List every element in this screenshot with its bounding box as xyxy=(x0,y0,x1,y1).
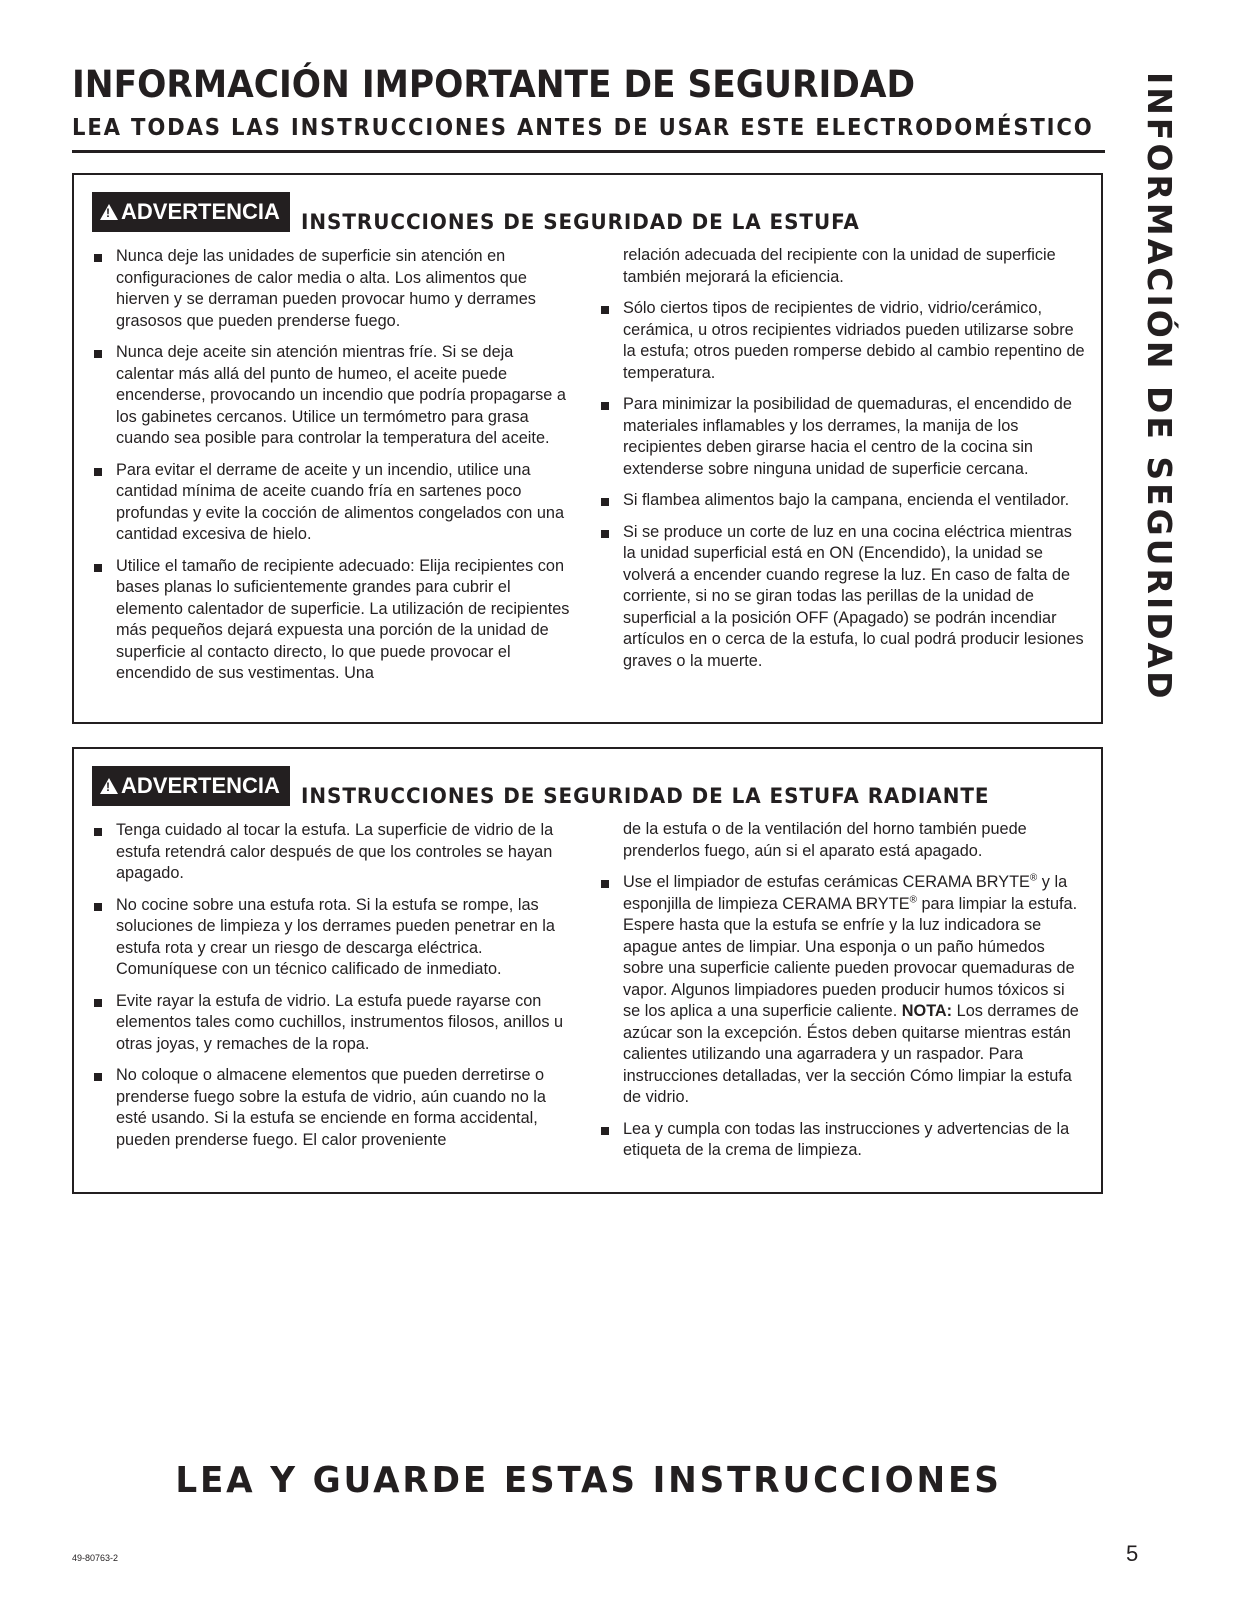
page-title: INFORMACIÓN IMPORTANTE DE SEGURIDAD xyxy=(72,63,916,106)
list-item: Sólo ciertos tipos de recipientes de vidrio, vidrio/cerámico, cerámica, u otros recipientes vidriados pueden utilizarse sobre la estufa; otros pueden romperse debido al cambio repentino de temperatura. xyxy=(601,298,1086,384)
list-item: Nunca deje las unidades de superficie sin atención en configuraciones de calor media o alta. Los alimentos que hierven y se derraman pueden provocar humo y derrames grasosos que pueden prenderse fuego. xyxy=(94,246,574,332)
list-item: Evite rayar la estufa de vidrio. La estufa puede rayarse con elementos tales como cuchillos, instrumentos filosos, anillos u otras joyas, y remaches de la ropa. xyxy=(94,991,574,1056)
left-column-list xyxy=(94,820,574,1161)
cleaner-text-2: y la esponjilla de limpieza CERAMA BRYTE xyxy=(623,873,1068,913)
list-item: No coloque o almacene elementos que pueden derretirse o prenderse fuego sobre la estufa de vidrio, aún cuando no la esté usando. Si la estufa se enciende en forma accidental, pueden prenderse fuego. El calor proveniente xyxy=(94,1065,574,1151)
registered-mark: ® xyxy=(909,894,917,906)
warning-badge xyxy=(92,192,290,232)
warning-box-cooktop xyxy=(72,173,1103,724)
cleaner-text-1: Use el limpiador de estufas cerámicas CERAMA BRYTE xyxy=(623,873,1030,891)
section-title: INSTRUCCIONES DE SEGURIDAD DE LA ESTUFA xyxy=(301,210,860,234)
cleaner-text-4: Los derrames de azúcar son la excepción. Éstos deben quitarse mientras están calientes utilizando una agarradera y un raspador. Para instrucciones detalladas, ver la sección Cómo limpiar la estufa de vidrio. xyxy=(623,1002,1079,1106)
list-item: Lea y cumpla con todas las instrucciones y advertencias de la etiqueta de la crema de limpieza. xyxy=(601,1119,1086,1162)
list-item-cleaner xyxy=(601,872,1086,1109)
registered-mark: ® xyxy=(1029,872,1038,884)
side-section-tab: INFORMACIÓN DE SEGURIDAD xyxy=(1140,72,1179,702)
note-label: NOTA: xyxy=(901,1002,953,1020)
list-item: Utilice el tamaño de recipiente adecuado: Elija recipientes con bases planas lo suficientemente grandes para cubrir el elemento calentador de superficie. La utilización de recipientes más pequeños dejará expuesta una porción de la unidad de superficie al contacto directo, lo que puede provocar el encendido de sus vestimentas. Una xyxy=(94,556,574,685)
right-column-list xyxy=(601,819,1086,1172)
warning-box-radiant-cooktop xyxy=(72,747,1103,1194)
warning-triangle-icon xyxy=(100,204,118,220)
document-number: 49-80763-2 xyxy=(72,1553,119,1563)
right-column-list xyxy=(601,245,1086,682)
warning-triangle-icon xyxy=(100,778,118,794)
list-item: Si flambea alimentos bajo la campana, encienda el ventilador. xyxy=(601,490,1086,512)
cleaner-text-3: para limpiar la estufa. Espere hasta que la estufa se enfríe y la luz indicadora se apague antes de limpiar. Una esponja o un paño húmedos sobre una superficie caliente pueden provocar quemaduras de vapor. Algunos limpiadores pueden producir humos tóxicos si se los aplica a una superficie caliente. xyxy=(623,894,1078,1020)
warning-badge xyxy=(92,766,290,806)
left-column-list xyxy=(94,246,574,695)
list-item: Si se produce un corte de luz en una cocina eléctrica mientras la unidad superficial está en ON (Encendido), la unidad se volverá a encender cuando regrese la luz. En caso de falta de corriente, si no se giran todas las perillas de la unidad de superficial a la posición OFF (Apagado) se podrán incendiar artículos en o cerca de la estufa, lo cual podrá producir lesiones graves o la muerte. xyxy=(601,522,1086,673)
footer-title: LEA Y GUARDE ESTAS INSTRUCCIONES xyxy=(175,1460,1002,1501)
list-item: No cocine sobre una estufa rota. Si la estufa se rompe, las soluciones de limpieza y los derrames pueden penetrar en la estufa rota y crear un riesgo de descarga eléctrica. Comuníquese con un técnico calificado de inmediato. xyxy=(94,895,574,981)
page-subtitle: LEA TODAS LAS INSTRUCCIONES ANTES DE USAR ESTE ELECTRODOMÉSTICO xyxy=(72,115,1094,141)
title-divider xyxy=(72,150,1105,153)
list-item: Para evitar el derrame de aceite y un incendio, utilice una cantidad mínima de aceite cuando fría en sartenes poco profundas y evite la cocción de alimentos congelados con una cantidad excesiva de hielo. xyxy=(94,460,574,546)
list-item-continuation: de la estufa o de la ventilación del horno también puede prenderlos fuego, aún si el aparato está apagado. xyxy=(623,820,1027,860)
warning-badge-label: ADVERTENCIA xyxy=(121,773,280,798)
warning-badge-label: ADVERTENCIA xyxy=(121,199,280,224)
list-item: Tenga cuidado al tocar la estufa. La superficie de vidrio de la estufa retendrá calor después de que los controles se hayan apagado. xyxy=(94,820,574,885)
list-item: Para minimizar la posibilidad de quemaduras, el encendido de materiales inflamables y los derrames, la manija de los recipientes deben girarse hacia el centro de la cocina sin extenderse sobre ninguna unidad de superficie cercana. xyxy=(601,394,1086,480)
list-item: Nunca deje aceite sin atención mientras fríe. Si se deja calentar más allá del punto de humeo, el aceite puede encenderse, provocando un incendio que podría propagarse a los gabinetes cercanos. Utilice un termómetro para grasa cuando sea posible para controlar la temperatura del aceite. xyxy=(94,342,574,450)
page-number: 5 xyxy=(1126,1541,1139,1566)
list-item-continuation: relación adecuada del recipiente con la unidad de superficie también mejorará la eficiencia. xyxy=(623,246,1056,286)
section-title: INSTRUCCIONES DE SEGURIDAD DE LA ESTUFA RADIANTE xyxy=(301,784,990,808)
